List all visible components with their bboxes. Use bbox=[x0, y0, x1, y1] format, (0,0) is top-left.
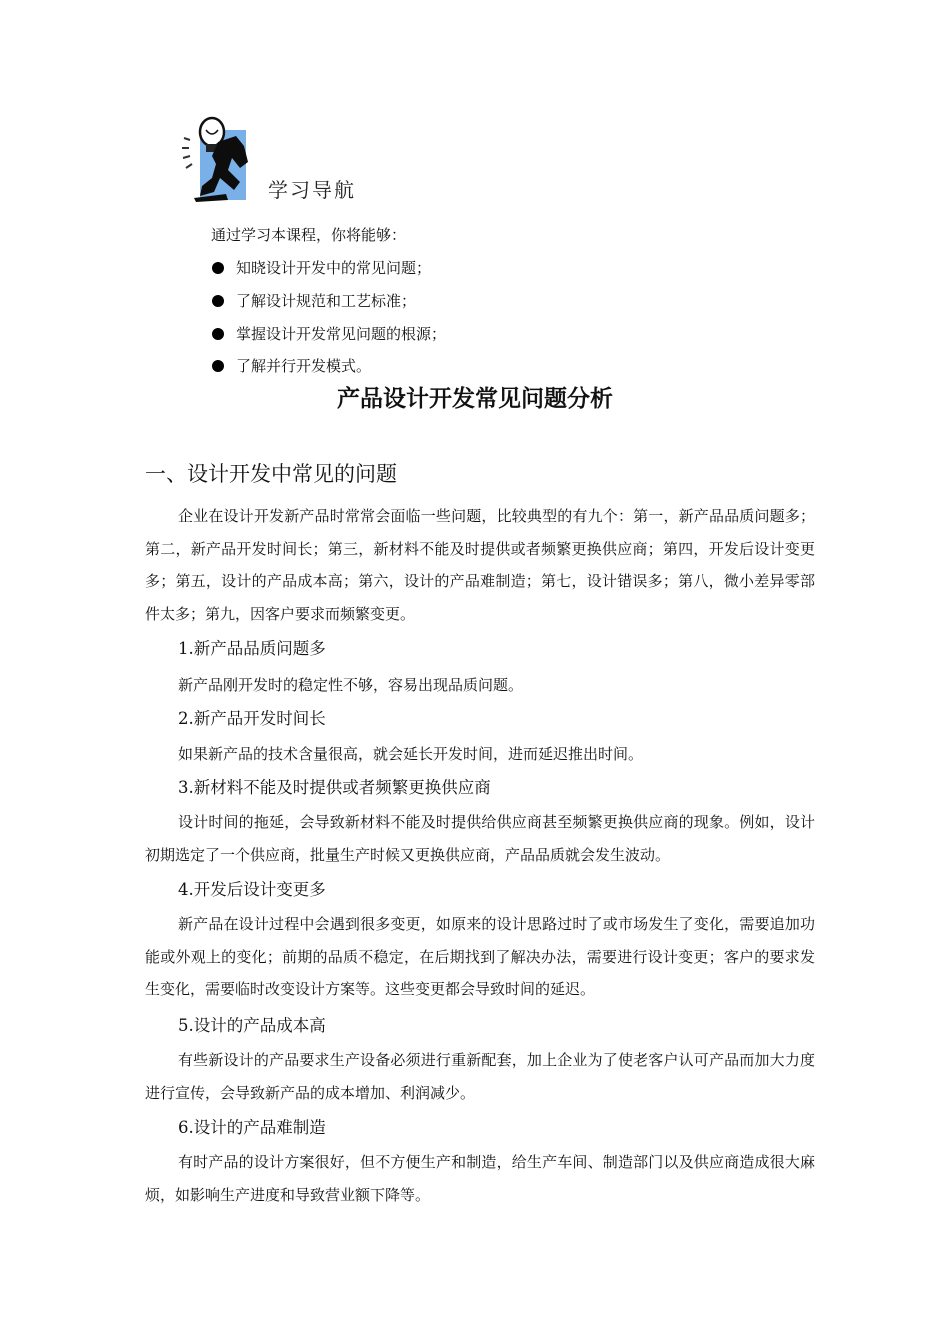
goal-text: 掌握设计开发常见问题的根源； bbox=[236, 325, 447, 343]
goal-list-item bbox=[212, 355, 371, 376]
goal-list-item bbox=[212, 257, 431, 278]
bullet-icon bbox=[212, 328, 224, 340]
study-guide-title: 学习导航 bbox=[268, 178, 356, 202]
document-title: 产品设计开发常见问题分析 bbox=[337, 386, 613, 412]
item-heading: 1.新产品品质问题多 bbox=[178, 639, 326, 658]
item-heading: 5.设计的产品成本高 bbox=[178, 1016, 326, 1035]
item-text: 如果新产品的技术含量很高，就会延长开发时间，进而延迟推出时间。 bbox=[178, 745, 644, 763]
goal-list-item bbox=[212, 290, 416, 311]
item-heading: 6.设计的产品难制造 bbox=[178, 1118, 326, 1137]
item-heading: 3.新材料不能及时提供或者频繁更换供应商 bbox=[178, 778, 491, 797]
lightbulb-thinker-icon bbox=[178, 112, 270, 204]
section-heading: 一、设计开发中常见的问题 bbox=[145, 462, 397, 486]
bullet-icon bbox=[212, 360, 224, 372]
study-guide-logo bbox=[178, 112, 270, 204]
item-text: 新产品在设计过程中会遇到很多变更，如原来的设计思路过时了或市场发生了变化，需要追加功能或外观上的变化；前期的品质不稳定，在后期找到了解决办法，需要进行设计变更；客户的要求发生变化，需要临时改变设计方案等。这些变更都会导致时间的延迟。 bbox=[145, 915, 815, 998]
bullet-icon bbox=[212, 262, 224, 274]
item-text: 有些新设计的产品要求生产设备必须进行重新配套，加上企业为了使老客户认可产品而加大力度进行宣传，会导致新产品的成本增加、利润减少。 bbox=[145, 1051, 815, 1102]
item-heading: 4.开发后设计变更多 bbox=[178, 880, 326, 899]
goal-text: 了解设计规范和工艺标准； bbox=[236, 292, 417, 310]
item-text: 设计时间的拖延，会导致新材料不能及时提供给供应商甚至频繁更换供应商的现象。例如，设计初期选定了一个供应商，批量生产时候又更换供应商，产品品质就会发生波动。 bbox=[145, 813, 815, 864]
item-heading: 2.新产品开发时间长 bbox=[178, 709, 326, 728]
goal-text: 了解并行开发模式。 bbox=[236, 357, 372, 375]
section-intro-paragraph: 企业在设计开发新产品时常常会面临一些问题，比较典型的有九个：第一，新产品品质问题多；第二，新产品开发时间长；第三，新材料不能及时提供或者频繁更换供应商；第四，开发后设计变更多；第五，设计的产品成本高；第六，设计的产品难制造；第七，设计错误多；第八，微小差异零部件太多；第九，因客户要求而频繁变更。 bbox=[145, 507, 815, 623]
bullet-icon bbox=[212, 295, 224, 307]
item-text: 新产品刚开发时的稳定性不够，容易出现品质问题。 bbox=[178, 676, 524, 694]
item-text: 有时产品的设计方案很好，但不方便生产和制造，给生产车间、制造部门以及供应商造成很大麻烦，如影响生产进度和导致营业额下降等。 bbox=[145, 1153, 815, 1204]
goal-list-item bbox=[212, 323, 446, 344]
study-guide-intro: 通过学习本课程，你将能够： bbox=[211, 226, 407, 244]
goal-text: 知晓设计开发中的常见问题； bbox=[236, 259, 432, 277]
